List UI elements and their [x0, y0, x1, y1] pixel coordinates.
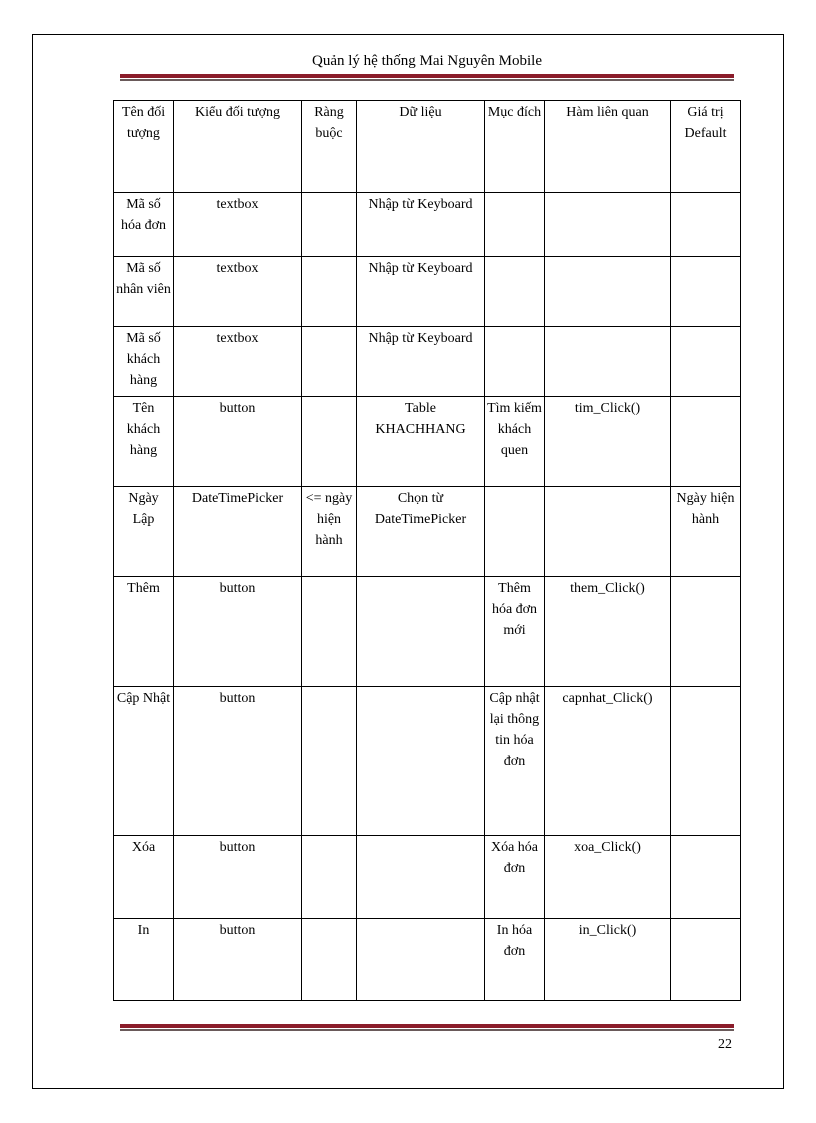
table-cell: Tên khách hàng [114, 397, 174, 487]
table-cell [302, 577, 357, 687]
table-cell: xoa_Click() [545, 836, 671, 919]
table-cell [485, 193, 545, 257]
table-cell [545, 193, 671, 257]
table-cell [671, 397, 741, 487]
table-cell [357, 577, 485, 687]
table-cell: button [174, 919, 302, 1001]
table-cell: button [174, 687, 302, 836]
table-cell [545, 257, 671, 327]
table-cell: Thêm [114, 577, 174, 687]
table-row [114, 193, 741, 257]
table-cell: Ngày hiện hành [671, 487, 741, 577]
table-cell: textbox [174, 193, 302, 257]
table-cell: textbox [174, 257, 302, 327]
table-cell [302, 193, 357, 257]
table-cell: In hóa đơn [485, 919, 545, 1001]
table-row [114, 257, 741, 327]
table-cell: Chọn từ DateTimePicker [357, 487, 485, 577]
table-cell [302, 919, 357, 1001]
table-cell: In [114, 919, 174, 1001]
table-cell: Mã số khách hàng [114, 327, 174, 397]
table-cell: Nhập từ Keyboard [357, 327, 485, 397]
table-cell: Thêm hóa đơn mới [485, 577, 545, 687]
table-cell: them_Click() [545, 577, 671, 687]
table-cell: in_Click() [545, 919, 671, 1001]
table-cell [485, 327, 545, 397]
table-cell [545, 327, 671, 397]
table-row [114, 577, 741, 687]
table-row [114, 836, 741, 919]
table-cell: Ngày Lập [114, 487, 174, 577]
table-cell [671, 327, 741, 397]
header-cell: Kiểu đối tượng [174, 101, 302, 193]
table-row [114, 687, 741, 836]
footer-rule [120, 1024, 734, 1031]
object-spec-table [113, 100, 741, 1001]
header-cell: Mục đích [485, 101, 545, 193]
table-cell: Nhập từ Keyboard [357, 193, 485, 257]
table-cell [671, 257, 741, 327]
header-rule [120, 74, 734, 81]
table-cell: Cập nhật lại thông tin hóa đơn [485, 687, 545, 836]
table-row [114, 487, 741, 577]
table-cell: button [174, 577, 302, 687]
table-cell [671, 577, 741, 687]
table-cell: <= ngày hiện hành [302, 487, 357, 577]
table-cell: DateTimePicker [174, 487, 302, 577]
header-cell: Ràng buộc [302, 101, 357, 193]
table-cell [357, 919, 485, 1001]
table-cell: Xóa hóa đơn [485, 836, 545, 919]
table-cell [671, 193, 741, 257]
table-cell: Cập Nhật [114, 687, 174, 836]
table-cell [485, 487, 545, 577]
table-cell: capnhat_Click() [545, 687, 671, 836]
header-cell: Giá trị Default [671, 101, 741, 193]
header-cell: Dữ liệu [357, 101, 485, 193]
table-cell [302, 257, 357, 327]
table-cell [545, 487, 671, 577]
table-cell: Table KHACHHANG [357, 397, 485, 487]
table-cell: textbox [174, 327, 302, 397]
header-cell: Hàm liên quan [545, 101, 671, 193]
table-cell: Mã số hóa đơn [114, 193, 174, 257]
table-cell: Nhập từ Keyboard [357, 257, 485, 327]
header-cell: Tên đối tượng [114, 101, 174, 193]
table-cell [302, 327, 357, 397]
page-number: 22 [718, 1037, 732, 1052]
table-cell [671, 836, 741, 919]
header-title: Quản lý hệ thống Mai Nguyên Mobile [312, 53, 542, 69]
table-cell: button [174, 397, 302, 487]
table-row [114, 327, 741, 397]
table-cell [671, 919, 741, 1001]
table-row [114, 397, 741, 487]
table-cell: tim_Click() [545, 397, 671, 487]
table-cell: Xóa [114, 836, 174, 919]
table-cell: Tìm kiếm khách quen [485, 397, 545, 487]
table-cell [485, 257, 545, 327]
table-cell [302, 687, 357, 836]
table-cell: Mã số nhân viên [114, 257, 174, 327]
table-cell [302, 836, 357, 919]
table-cell: button [174, 836, 302, 919]
table-cell [302, 397, 357, 487]
table-cell [671, 687, 741, 836]
table-row [114, 919, 741, 1001]
table-cell [357, 687, 485, 836]
table-cell [357, 836, 485, 919]
table-header-row [114, 101, 741, 193]
